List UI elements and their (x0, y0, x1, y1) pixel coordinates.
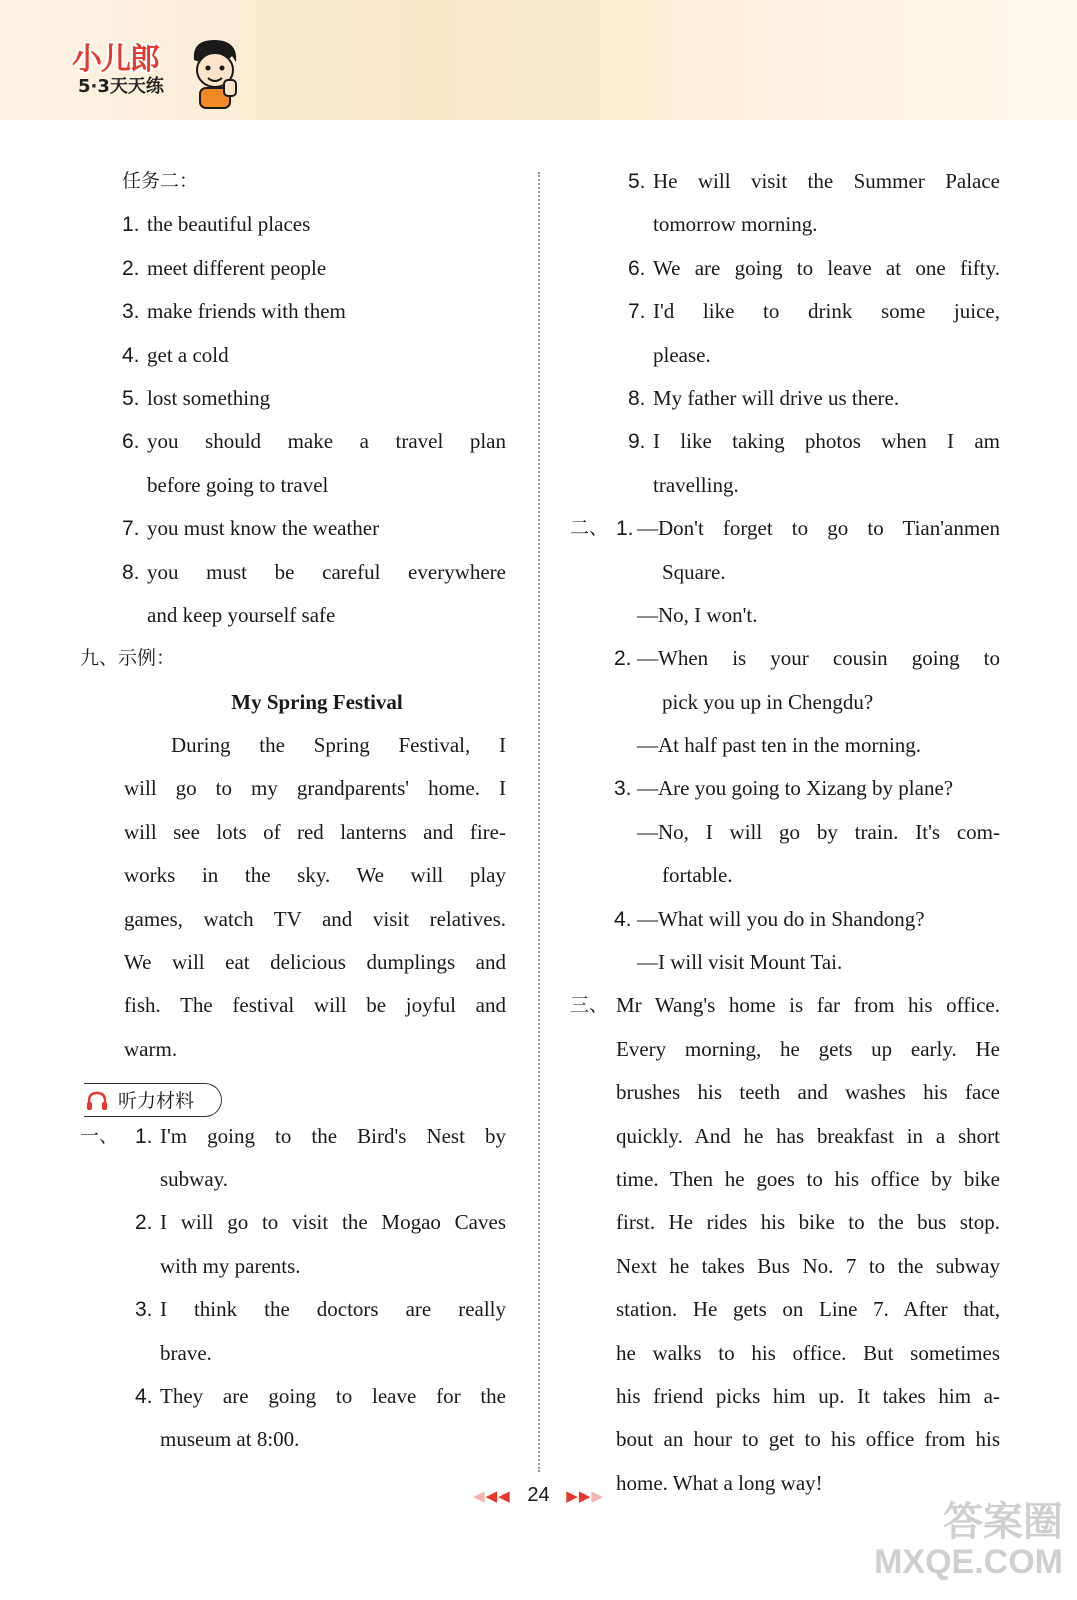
item-text: My father will drive us there. (653, 385, 900, 410)
series-name: 5·3天天练 (78, 76, 164, 97)
item-number: 5. (628, 170, 646, 193)
item-number: 1. (122, 213, 140, 237)
essay-line: will go to my grandparents' home. I (124, 776, 506, 801)
answer-text: —I will visit Mount Tai. (637, 950, 843, 975)
essay-title-row (80, 681, 510, 724)
passage-line: station. He gets on Line 7. After that, (616, 1297, 1000, 1322)
item-text-cont: with my parents. (160, 1253, 301, 1278)
item-number: 2. (135, 1211, 153, 1235)
left-column (80, 160, 510, 1462)
essay-title: My Spring Festival (231, 689, 403, 714)
essay-line: fish. The festival will be joyful and (124, 993, 506, 1018)
item-text: lost something (147, 385, 271, 410)
passage-line: brushes his teeth and washes his face (616, 1080, 1000, 1105)
task-heading: 任务二： (122, 170, 199, 192)
item-text: the beautiful places (147, 212, 311, 237)
question-text: —What will you do in Shandong? (637, 906, 925, 931)
question-text: —When is your cousin going to (637, 646, 1000, 671)
item-number: 3. (122, 300, 140, 324)
brand-logo (72, 44, 164, 98)
item-text: get a cold (147, 342, 229, 367)
question-text: —Are you going to Xizang by plane? (637, 776, 954, 801)
item-text-cont: subway. (160, 1166, 229, 1191)
essay-line: games, watch TV and visit relatives. (124, 906, 506, 931)
passage-line: quickly. And he has breakfast in a short (616, 1123, 1000, 1148)
item-number: 6. (628, 256, 646, 280)
item-number: 2. (122, 256, 140, 280)
answer-text-cont: fortable. (662, 863, 733, 888)
item-text-cont: and keep yourself safe (147, 602, 336, 627)
right-column (570, 160, 1000, 1505)
question-text-cont: pick you up in Chengdu? (662, 689, 874, 714)
answer-text: —At half past ten in the morning. (637, 733, 922, 758)
passage-line: his friend picks him up. It takes him a- (616, 1383, 1000, 1408)
list-item (80, 551, 510, 638)
item-number: 4. (122, 343, 140, 367)
list-item (80, 377, 510, 420)
passage-line: Every morning, he gets up early. He (616, 1036, 1000, 1061)
item-text: He will visit the Summer Palace (653, 169, 1000, 193)
right-arrows-icon: ▶▶▶ (566, 1488, 604, 1505)
item-text: I'm going to the Bird's Nest by (160, 1123, 506, 1148)
item-text: make friends with them (147, 299, 346, 324)
essay-line: We will eat delicious dumplings and (124, 950, 506, 975)
part1-continued (570, 160, 1000, 507)
list-item (80, 334, 510, 377)
left-arrows-icon: ◀◀◀ (473, 1488, 511, 1505)
passage-line: first. He rides his bike to the bus stop. (616, 1210, 1000, 1235)
brand-name: 小儿郎 (72, 42, 159, 77)
item-number: 9. (628, 430, 646, 454)
passage-line: he walks to his office. But sometimes (616, 1340, 1000, 1365)
essay-line: works in the sky. We will play (124, 863, 506, 888)
item-number: 7. (122, 517, 140, 541)
item-text: you should make a travel plan (147, 429, 506, 454)
item-text-cont: travelling. (653, 472, 739, 497)
item-number: 2. (614, 647, 632, 671)
watermark-url: MXQE.COM (874, 1543, 1063, 1581)
watermark-logo: 答案圈 (943, 1499, 1063, 1545)
essay-body (80, 724, 510, 1071)
section9-label: 九、示例： (80, 647, 176, 670)
item-number: 8. (628, 386, 646, 410)
watermark (874, 1500, 1063, 1580)
passage-line: Next he takes Bus No. 7 to the subway (616, 1253, 1000, 1278)
part2 (570, 507, 1000, 984)
item-text: you must be careful everywhere (147, 559, 506, 584)
part3-label: 三、 (570, 994, 609, 1017)
page-number: 24 (527, 1484, 550, 1506)
list-item (80, 507, 510, 550)
item-number: 6. (122, 430, 140, 454)
item-number: 8. (122, 560, 140, 584)
item-number: 1. (135, 1124, 153, 1148)
item-text: They are going to leave for the (160, 1383, 506, 1408)
item-text-cont: brave. (160, 1340, 212, 1365)
item-text: I will go to visit the Mogao Caves (160, 1210, 506, 1235)
passage-line: home. What a long way! (616, 1470, 823, 1495)
part1 (80, 1115, 510, 1462)
item-text: you must know the weather (147, 516, 380, 541)
item-text-cont: museum at 8:00. (160, 1427, 300, 1452)
list-item (80, 290, 510, 333)
answer-text: —No, I will go by train. It's com- (637, 819, 1000, 844)
essay-line: warm. (124, 1036, 178, 1061)
answer-text: —No, I won't. (637, 602, 758, 627)
item-number: 4. (135, 1384, 153, 1408)
list-item (80, 420, 510, 507)
item-number: 3. (614, 777, 632, 801)
passage-line: bout an hour to get to his office from his (616, 1427, 1000, 1452)
item-text: I like taking photos when I am (653, 429, 1000, 454)
part1-label: 一、 (80, 1124, 119, 1147)
question-text-cont: Square. (662, 559, 726, 584)
essay-line: will see lots of red lanterns and fire- (124, 819, 506, 844)
part2-label: 二、 (570, 517, 609, 540)
item-text-cont: please. (653, 342, 711, 367)
task-heading-row (80, 160, 510, 203)
passage-line: Mr Wang's home is far from his office. (616, 993, 1000, 1018)
mascot-icon (186, 36, 244, 110)
listening-materials-tag (84, 1083, 222, 1117)
list-item (80, 247, 510, 290)
item-number: 5. (122, 386, 140, 410)
listening-label: 听力材料 (118, 1090, 195, 1112)
column-divider (538, 172, 540, 1472)
item-number: 1. (616, 517, 634, 541)
essay-line: During the Spring Festival, I (171, 733, 506, 758)
item-text: I think the doctors are really (160, 1297, 506, 1322)
passage-line: time. Then he goes to his office by bike (616, 1166, 1000, 1191)
item-number: 3. (135, 1298, 153, 1322)
part3 (570, 984, 1000, 1505)
item-text-cont: tomorrow morning. (653, 212, 818, 237)
item-text: I'd like to drink some juice, (653, 299, 1000, 324)
list-item (80, 203, 510, 246)
headphones-icon (86, 1091, 108, 1111)
question-text: —Don't forget to go to Tian'anmen (637, 516, 1000, 541)
item-number: 4. (614, 907, 632, 931)
task-list (80, 203, 510, 637)
item-text: We are going to leave at one fifty. (653, 255, 1000, 280)
item-text-cont: before going to travel (147, 472, 329, 497)
item-number: 7. (628, 300, 646, 324)
item-text: meet different people (147, 255, 327, 280)
section9-row (80, 637, 510, 680)
